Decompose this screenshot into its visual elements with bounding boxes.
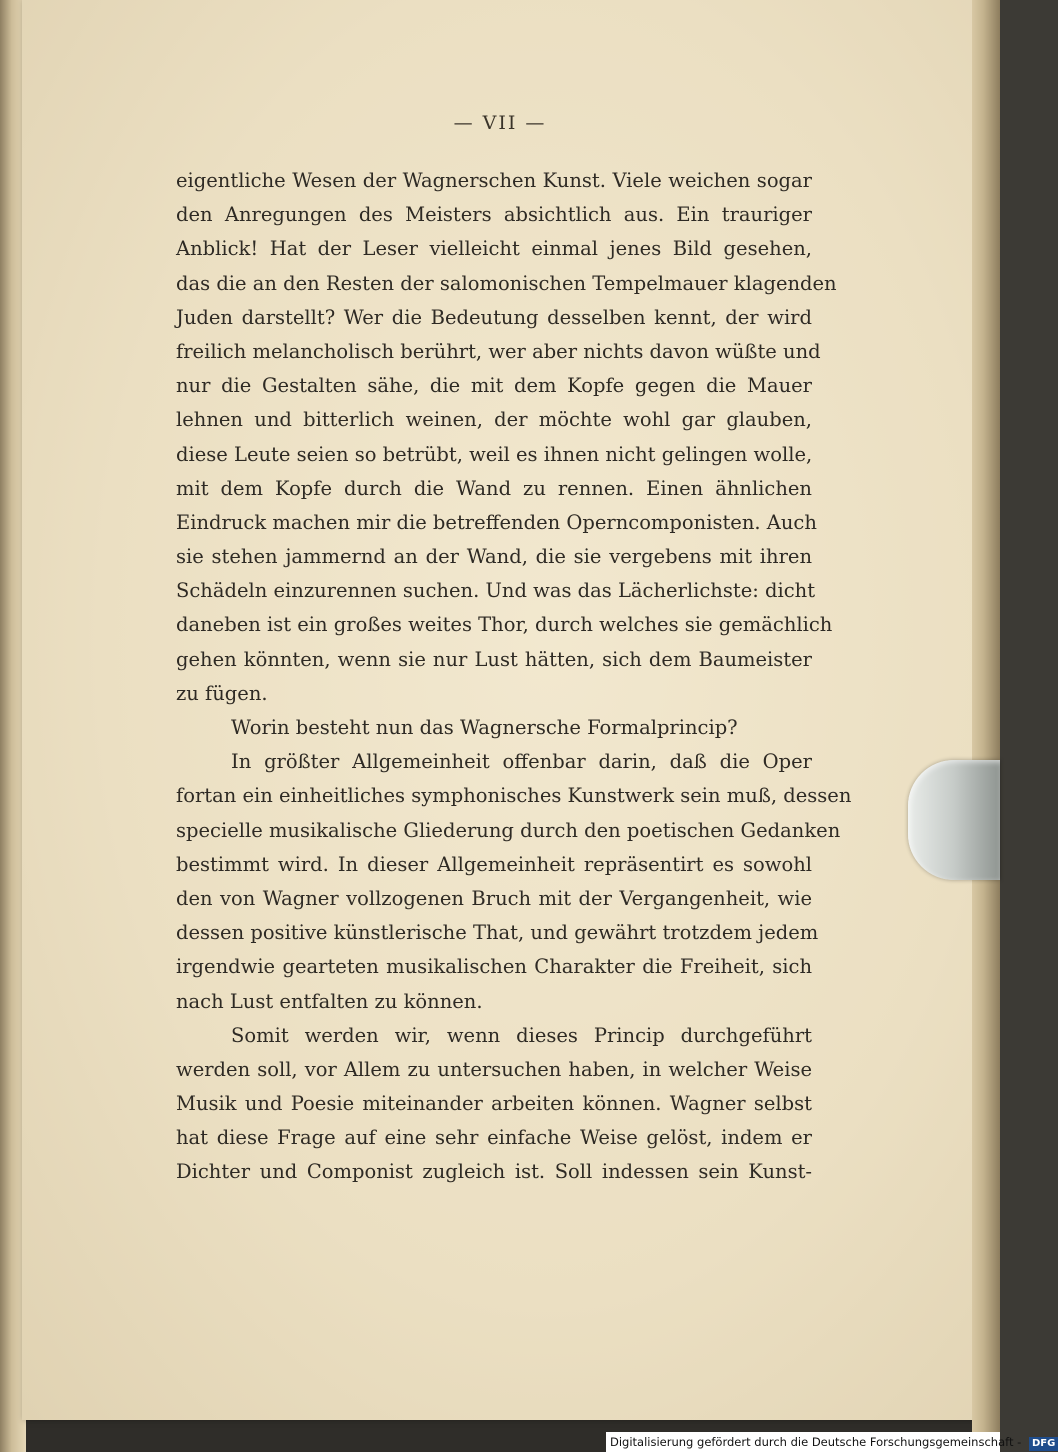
text-line: Anblick! Hat der Leser vielleicht einmal jenes Bild gesehen,: [176, 237, 812, 261]
book-right-edge: [972, 0, 1000, 1440]
digitization-footer: [606, 1432, 1056, 1452]
text-line: das die an den Resten der salomonischen Tempelmauer klagenden: [176, 271, 837, 295]
text-line: irgendwie gearteten musikalischen Charakter die Freiheit, sich: [176, 955, 812, 979]
text-line: lehnen und bitterlich weinen, der möchte wohl gar glauben,: [176, 408, 812, 432]
text-line: Juden darstellt? Wer die Bedeutung desselben kennt, der wird: [176, 305, 812, 329]
text-line: werden soll, vor Allem zu untersuchen haben, in welcher Weise: [176, 1057, 812, 1081]
text-line: fortan ein einheitliches symphonisches Kunstwerk sein muß, dessen: [176, 784, 852, 808]
text-line: hat diese Frage auf eine sehr einfache Weise gelöst, indem er: [176, 1126, 812, 1150]
text-line: Worin besteht nun das Wagnersche Formalprincip?: [231, 716, 738, 739]
text-line: zu fügen.: [176, 681, 268, 705]
text-line: In größter Allgemeinheit offenbar darin, daß die Oper: [231, 750, 812, 774]
text-line: den von Wagner vollzogenen Bruch mit der Vergangenheit, wie: [176, 886, 812, 910]
text-line: nur die Gestalten sähe, die mit dem Kopfe gegen die Mauer: [176, 374, 812, 398]
dfg-logo: DFG: [1029, 1437, 1058, 1451]
text-line: daneben ist ein großes weites Thor, durch welches sie gemächlich: [176, 613, 833, 637]
text-line: sie stehen jammernd an der Wand, die sie vergebens mit ihren: [176, 545, 812, 569]
text-line: freilich melancholisch berührt, wer aber nichts davon wüßte und: [176, 339, 821, 363]
text-line: Schädeln einzurennen suchen. Und was das Lächerlichste: dicht: [176, 579, 816, 603]
text-line: mit dem Kopfe durch die Wand zu rennen. Einen ähnlichen: [176, 476, 812, 500]
page-body-text: [176, 164, 852, 1190]
text-line: Eindruck machen mir die betreffenden Operncomponisten. Auch: [176, 510, 817, 534]
text-line: Dichter und Componist zugleich ist. Soll indessen sein Kunst-: [176, 1160, 812, 1184]
text-line: Musik und Poesie miteinander arbeiten können. Wagner selbst: [176, 1092, 812, 1116]
footer-text: Digitalisierung gefördert durch die Deutsche Forschungsgemeinschaft -: [610, 1435, 1022, 1449]
page-number-header: — VII —: [453, 112, 547, 134]
text-line: den Anregungen des Meisters absichtlich aus. Ein trauriger: [176, 203, 812, 227]
text-line: gehen könnten, wenn sie nur Lust hätten, sich dem Baumeister: [176, 647, 812, 671]
text-line: specielle musikalische Gliederung durch den poetischen Gedanken: [176, 818, 841, 842]
text-line: Somit werden wir, wenn dieses Princip durchgeführt: [231, 1023, 812, 1047]
text-line: eigentliche Wesen der Wagnerschen Kunst. Viele weichen sogar: [176, 169, 812, 192]
text-line: nach Lust entfalten zu können.: [176, 989, 483, 1013]
page-clip: [908, 760, 1000, 880]
text-line: bestimmt wird. In dieser Allgemeinheit repräsentirt es sowohl: [176, 852, 812, 876]
text-line: diese Leute seien so betrübt, weil es ihnen nicht gelingen wolle,: [176, 442, 813, 466]
text-line: dessen positive künstlerische That, und gewährt trotzdem jedem: [176, 921, 819, 945]
